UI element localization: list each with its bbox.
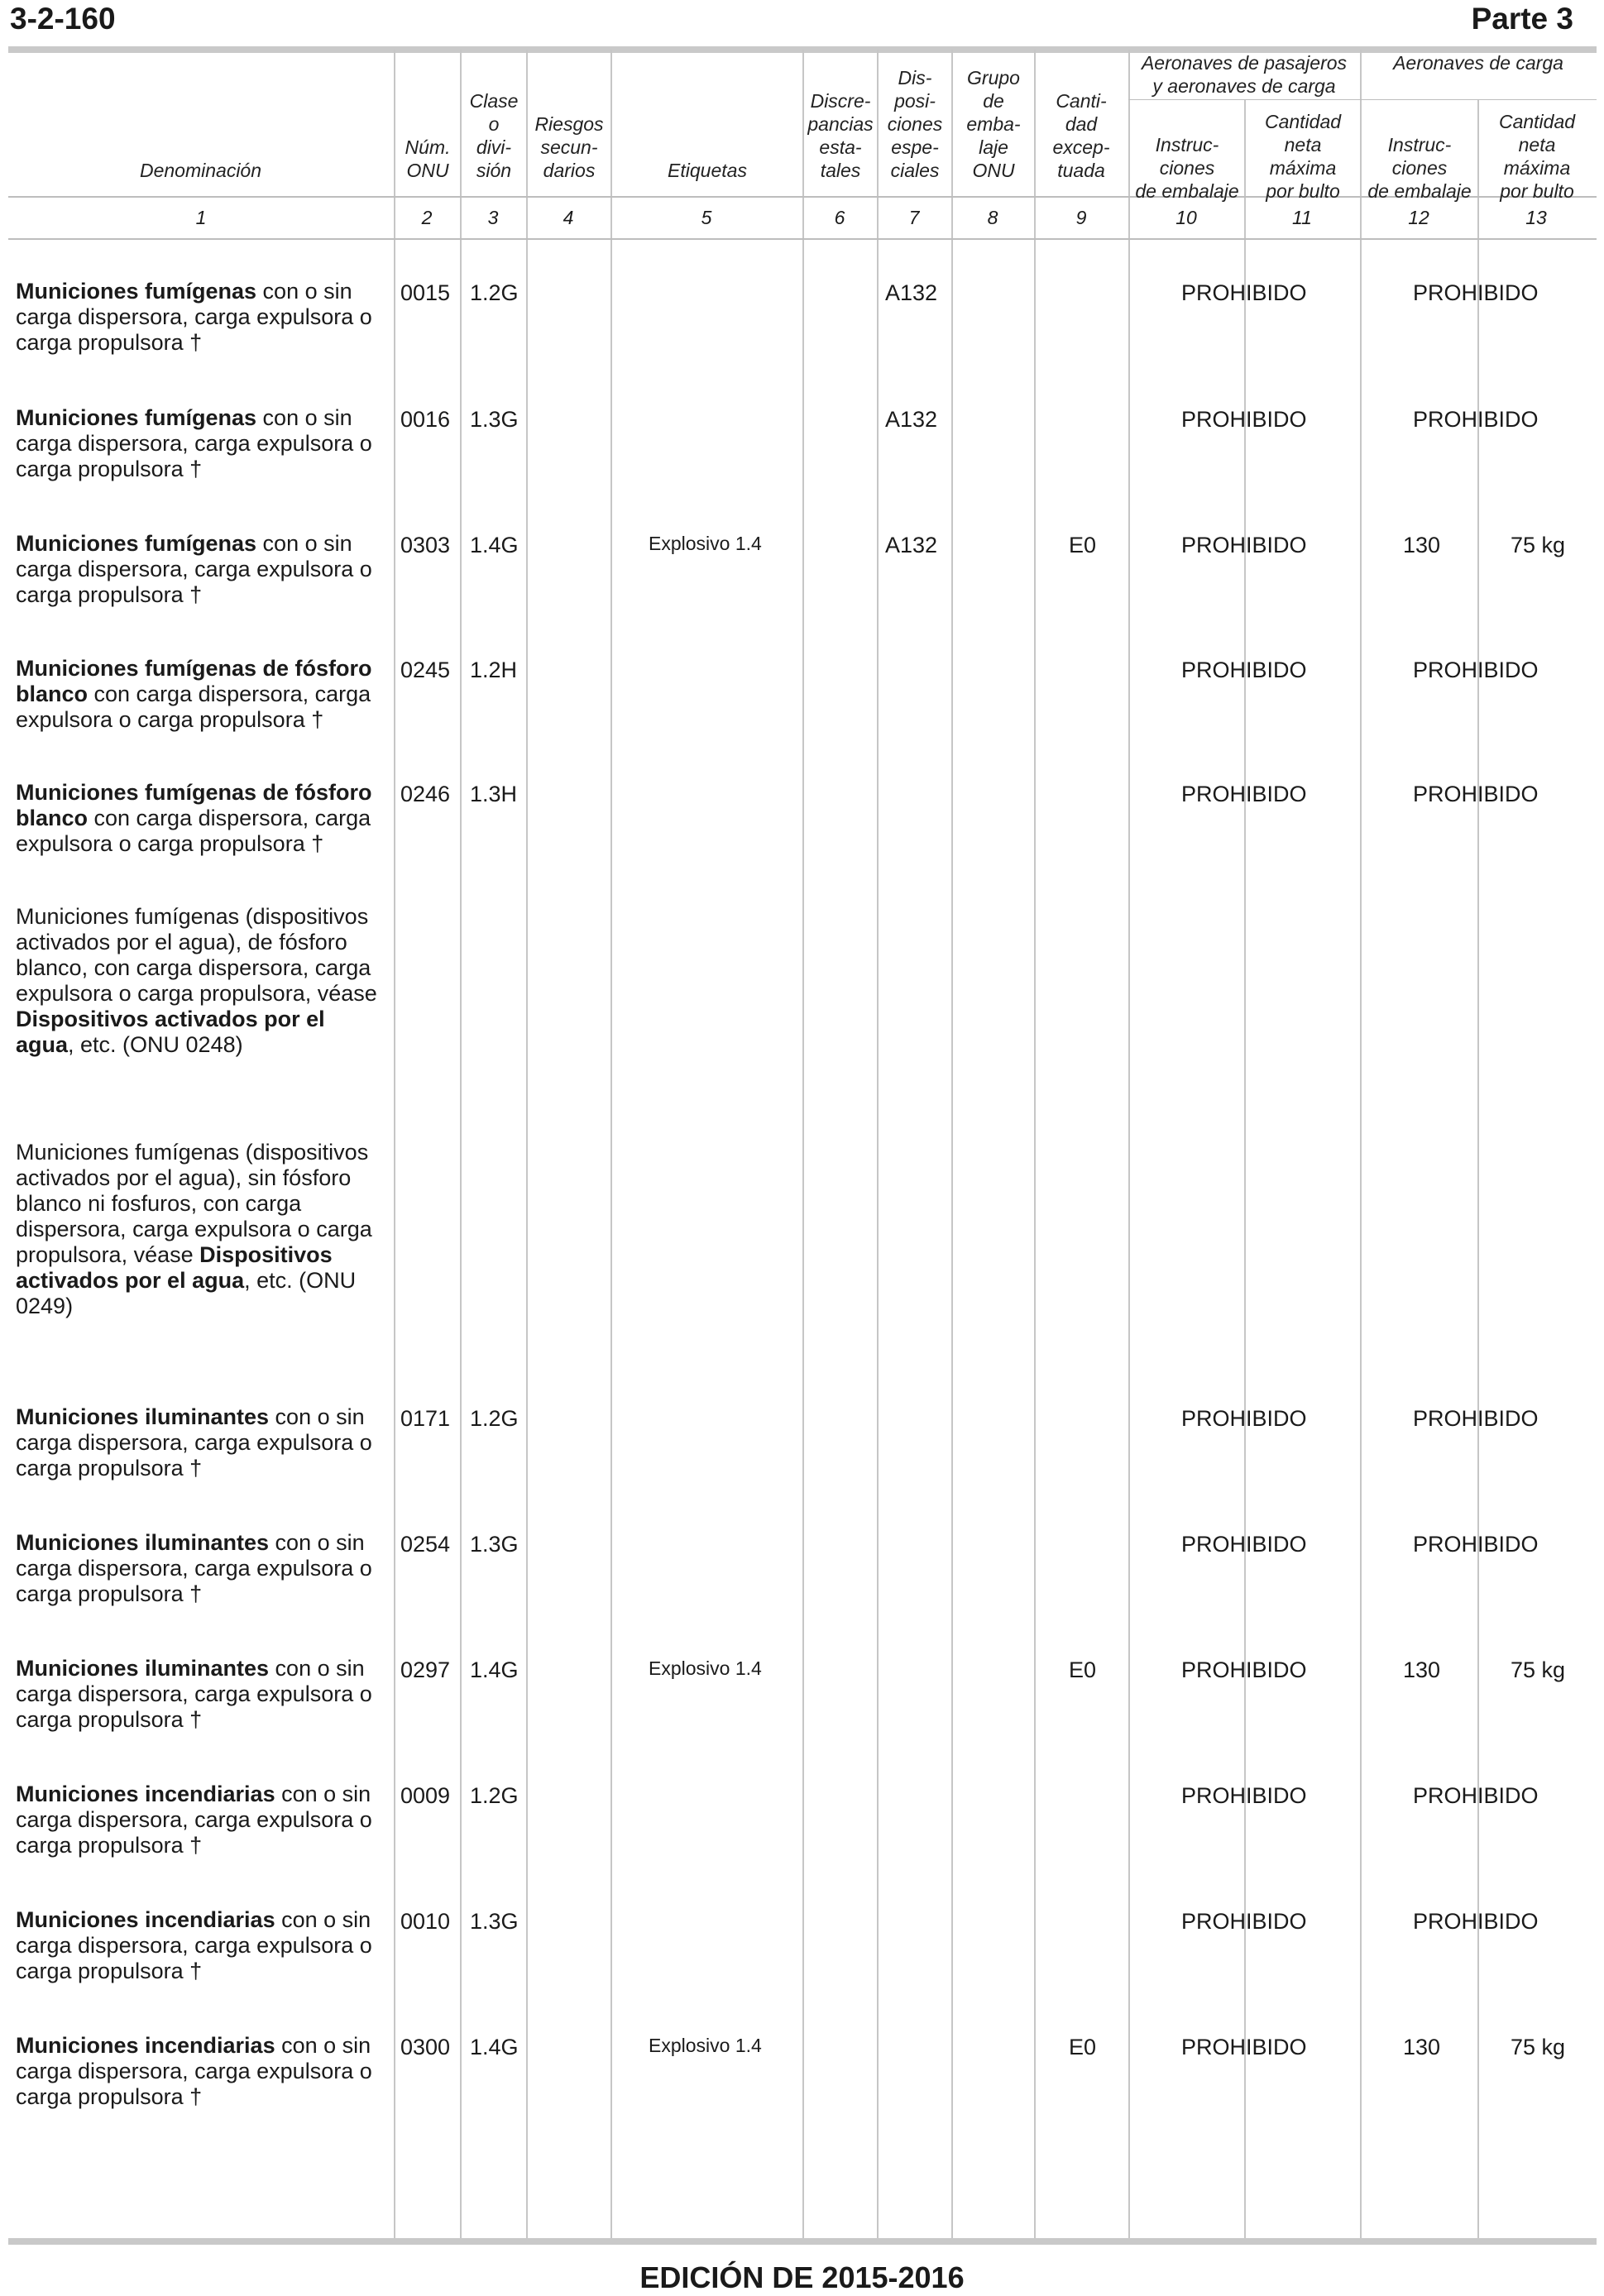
header-line: de embalaje [1367,180,1472,202]
denomination [16,531,388,608]
header-line: Instruc- [1155,134,1219,155]
class-division: 1.2G [470,1783,519,1808]
header-line: Riesgos [534,113,604,135]
header-line: Cantidad [1264,111,1342,132]
denomination [16,279,388,356]
header-line: pancias [807,113,874,135]
denomination-bold: Municiones incendiarias [16,1782,275,1806]
header-line: Discre- [810,90,871,112]
passenger-status: PROHIBIDO [1181,1532,1307,1557]
column-number-label: 13 [1525,207,1547,228]
denomination-text: con o sin carga dispersora, carga expulsora o carga propulsora † [16,279,372,355]
edition-footer: EDICIÓN DE 2015-2016 [639,2260,965,2294]
denomination-text: Municiones fumígenas (dispositivos activados por el agua), sin fósforo blanco ni fosfuros, con carga dispersora, carga expulsora o carga propulsora, véase [16,1140,372,1267]
denomination-bold: Municiones incendiarias [16,1907,275,1932]
denomination-text: con o sin carga dispersora, carga expulsora o carga propulsora † [16,1530,372,1606]
un-number: 0303 [400,533,451,557]
un-number: 0015 [400,280,451,305]
cargo-status: PROHIBIDO [1413,782,1539,806]
denomination-text: , etc. (ONU 0248) [68,1032,243,1057]
page-number: 3-2-160 [10,2,116,36]
denomination-text: con o sin carga dispersora, carga expulsora o carga propulsora † [16,1656,372,1732]
cargo-status: PROHIBIDO [1413,1783,1539,1808]
column-divider [610,50,612,2238]
header-line: Canti- [1056,90,1107,112]
denomination [16,780,388,857]
denomination-text: con carga dispersora, carga expulsora o carga propulsora † [16,806,371,856]
header-line: sión [476,160,512,181]
excepted-quantity: E0 [1069,2035,1097,2059]
col-clase [462,50,526,182]
denomination [16,1140,388,1319]
passenger-status: PROHIBIDO [1181,1657,1307,1682]
numbers-divider [8,238,1597,240]
header-line: máxima [1503,157,1571,179]
un-number: 0246 [400,782,451,806]
column-number-label: 2 [421,207,433,228]
col-cantidad-pasajeros [1246,110,1360,203]
class-division: 1.4G [470,533,519,557]
denomination-bold: Dispositivos activados por el agua [16,1242,333,1293]
class-division: 1.3G [470,1909,519,1934]
column-number-label: 9 [1075,207,1087,228]
denomination-text: con o sin carga dispersora, carga expulsora o carga propulsora † [16,1782,372,1858]
excepted-quantity: E0 [1069,533,1097,557]
denomination-text: con o sin carga dispersora, carga expulsora o carga propulsora † [16,1404,372,1480]
column-divider [526,50,528,2238]
denomination [16,1404,388,1481]
column-number-label: 1 [195,207,207,228]
column-divider [460,50,462,2238]
denomination [16,405,388,482]
header-line: Dis- [898,67,932,88]
header-line: Instruc- [1387,134,1452,155]
col-disposiciones [879,50,951,182]
col-instrucciones-pasajeros [1130,133,1244,203]
cargo-status: PROHIBIDO [1413,1406,1539,1431]
column-number-label: 11 [1292,207,1312,228]
cargo-quantity: 75 kg [1511,2035,1566,2059]
denomination [16,1530,388,1607]
un-number: 0297 [400,1657,451,1682]
passenger-status: PROHIBIDO [1181,782,1307,806]
denomination-bold: Municiones incendiarias [16,2033,275,2058]
special-provision: A132 [885,407,938,432]
header-line: y aeronaves de carga [1152,75,1336,97]
denomination [16,656,388,733]
cargo-quantity: 75 kg [1511,533,1566,557]
group-pasajeros [1130,51,1358,98]
header-line: espe- [891,136,939,158]
denomination [16,1907,388,1984]
col-discrepancias [804,50,877,182]
denomination-bold: Municiones fumígenas [16,531,257,556]
passenger-status: PROHIBIDO [1181,280,1307,305]
header-line: Grupo [967,67,1020,88]
passenger-status: PROHIBIDO [1181,407,1307,432]
class-division: 1.3G [470,407,519,432]
column-divider [1360,50,1362,2238]
col-cantidad-carga [1479,110,1595,203]
denomination-text: con o sin carga dispersora, carga expulsora o carga propulsora † [16,405,372,481]
header-line: tuada [1057,160,1105,181]
column-divider [802,50,804,2238]
passenger-status: PROHIBIDO [1181,533,1307,557]
header-line: Núm. [405,136,451,158]
class-division: 1.2H [470,658,518,682]
header-line: darios [543,160,596,181]
un-number: 0171 [400,1406,451,1431]
cargo-status: PROHIBIDO [1413,280,1539,305]
denomination-bold: Municiones fumígenas de fósforo blanco [16,780,372,830]
col-instrucciones-carga [1362,133,1477,203]
header-line: neta [1518,134,1556,155]
header-line: ciones [887,113,943,135]
class-division: 1.3G [470,1532,519,1557]
col-grupo-embalaje [953,50,1034,182]
header-line: Aeronaves de pasajeros [1141,52,1348,74]
col-denominacion: Denominación [139,160,262,181]
class-division: 1.4G [470,2035,519,2059]
denomination-text: con carga dispersora, carga expulsora o carga propulsora † [16,682,371,732]
header-line: por bulto [1266,180,1340,202]
column-number-label: 10 [1175,207,1197,228]
un-number: 0010 [400,1909,451,1934]
column-number-label: 3 [487,207,499,228]
denomination [16,2033,388,2110]
header-line: ciales [890,160,940,181]
header-line: de [983,90,1004,112]
un-number: 0300 [400,2035,451,2059]
un-number: 0245 [400,658,451,682]
header-line: neta [1284,134,1322,155]
denomination [16,1656,388,1733]
header-line: ONU [406,160,449,181]
un-number: 0016 [400,407,451,432]
col-riesgos [528,50,610,182]
column-number-label: 8 [987,207,998,228]
header-line: Cantidad [1498,111,1576,132]
passenger-status: PROHIBIDO [1181,1783,1307,1808]
denomination-bold: Municiones iluminantes [16,1656,270,1681]
label-text: Explosivo 1.4 [649,2035,762,2056]
column-number-label: 5 [701,207,712,228]
class-division: 1.4G [470,1657,519,1682]
header-line: ciones [1159,157,1215,179]
class-division: 1.2G [470,280,519,305]
label-text: Explosivo 1.4 [649,533,762,554]
header-line: dad [1065,113,1098,135]
header-line: ciones [1391,157,1448,179]
header-line: o [488,113,500,135]
cargo-instruction: 130 [1403,533,1441,557]
header-line: tales [820,160,861,181]
cargo-status: PROHIBIDO [1413,1532,1539,1557]
column-divider [1128,50,1130,2238]
special-provision: A132 [885,533,938,557]
denomination-bold: Municiones iluminantes [16,1404,270,1429]
denomination-bold: Dispositivos activados por el agua [16,1007,325,1057]
column-number-label: 7 [908,207,920,228]
denomination-text: Municiones fumígenas (dispositivos activados por el agua), de fósforo blanco, con carga dispersora, carga expulsora o carga propulsora, véase [16,904,377,1006]
column-divider [951,50,953,2238]
class-division: 1.3H [470,782,518,806]
denomination [16,1782,388,1858]
denomination-bold: Municiones iluminantes [16,1530,270,1555]
header-line: divi- [476,136,512,158]
header-line: esta- [819,136,862,158]
column-number-label: 4 [563,207,574,228]
column-divider [877,50,879,2238]
header-line: por bulto [1500,180,1574,202]
header-line: máxima [1269,157,1337,179]
denomination-text: con o sin carga dispersora, carga expulsora o carga propulsora † [16,2033,372,2109]
subgroup-divider [1128,99,1597,100]
header-line: emba- [966,113,1021,135]
header-line: ONU [972,160,1015,181]
cargo-status: PROHIBIDO [1413,407,1539,432]
cargo-quantity: 75 kg [1511,1657,1566,1682]
bottom-rule [8,2238,1597,2245]
denomination-bold: Municiones fumígenas de fósforo blanco [16,656,372,706]
column-number-label: 6 [834,207,845,228]
header-line: laje [979,136,1008,158]
part-title: Parte 3 [1471,2,1573,36]
header-line: posi- [894,90,936,112]
denomination-text: , etc. (ONU 0249) [16,1268,357,1318]
un-number: 0254 [400,1532,451,1557]
header-line: secun- [540,136,598,158]
class-division: 1.2G [470,1406,519,1431]
column-divider [394,50,395,2238]
cargo-instruction: 130 [1403,1657,1441,1682]
cargo-instruction: 130 [1403,2035,1441,2059]
label-text: Explosivo 1.4 [649,1657,762,1679]
denomination [16,904,388,1058]
denomination-bold: Municiones fumígenas [16,279,257,304]
passenger-status: PROHIBIDO [1181,658,1307,682]
denomination-text: con o sin carga dispersora, carga expulsora o carga propulsora † [16,1907,372,1983]
un-number: 0009 [400,1783,451,1808]
special-provision: A132 [885,280,938,305]
cargo-status: PROHIBIDO [1413,1909,1539,1934]
header-line: excep- [1052,136,1110,158]
denomination-text: con o sin carga dispersora, carga expulsora o carga propulsora † [16,531,372,607]
excepted-quantity: E0 [1069,1657,1097,1682]
header-line: de embalaje [1135,180,1239,202]
col-num-onu [395,50,460,182]
passenger-status: PROHIBIDO [1181,2035,1307,2059]
group-carga: Aeronaves de carga [1393,52,1563,74]
col-etiquetas: Etiquetas [668,160,747,181]
passenger-status: PROHIBIDO [1181,1909,1307,1934]
header-line: Clase [469,90,519,112]
cargo-status: PROHIBIDO [1413,658,1539,682]
denomination-bold: Municiones fumígenas [16,405,257,430]
col-cantidad-exceptuada [1036,50,1127,182]
column-divider [1034,50,1036,2238]
passenger-status: PROHIBIDO [1181,1406,1307,1431]
column-number-label: 12 [1408,207,1429,228]
